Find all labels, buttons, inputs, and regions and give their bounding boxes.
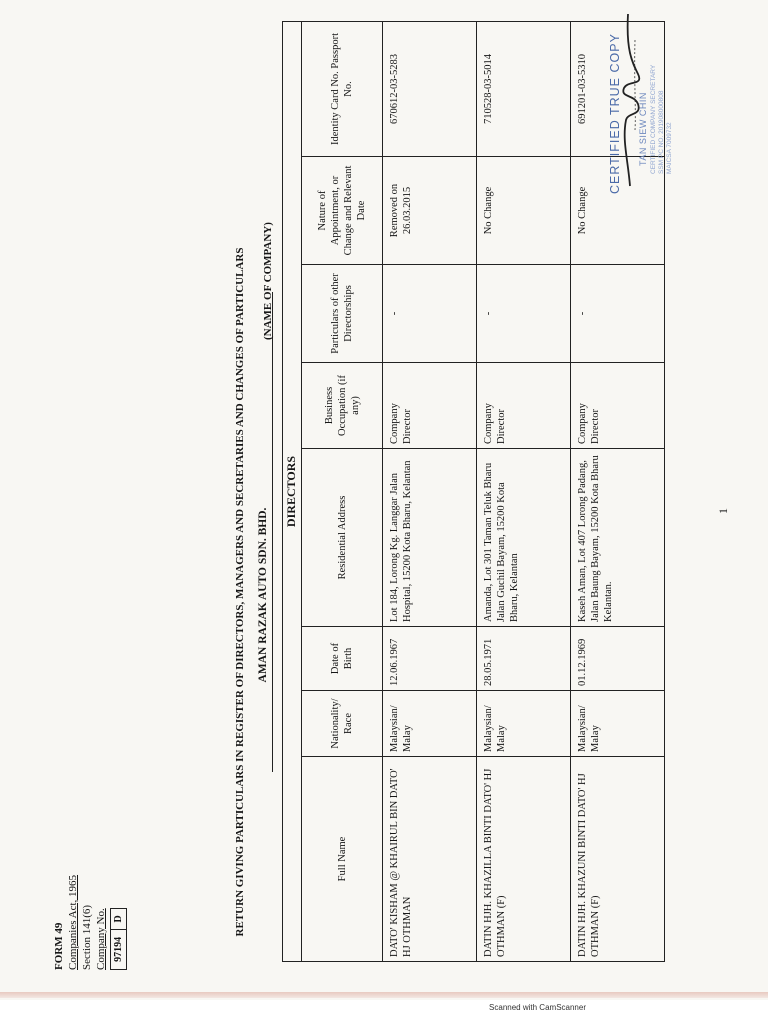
cell-other-directorships: - bbox=[383, 265, 477, 363]
cell-nationality: Malaysian/ Malay bbox=[477, 691, 571, 757]
cell-other-directorships: - bbox=[477, 265, 571, 363]
cell-address: Lot 184, Lorong Kg. Langgar Jalan Hospital, 15200 Kota Bharu, Kelantan bbox=[383, 449, 477, 627]
col-address: Residential Address bbox=[302, 449, 383, 627]
cell-occupation: Company Director bbox=[383, 363, 477, 449]
cell-occupation: Company Director bbox=[571, 363, 665, 449]
stamp-line-2: CERTIFIED COMPANY SECRETARY bbox=[650, 64, 657, 174]
cell-nationality: Malaysian/ Malay bbox=[571, 691, 665, 757]
cell-nationality: Malaysian/ Malay bbox=[383, 691, 477, 757]
company-name-caption: (NAME OF COMPANY) bbox=[262, 222, 274, 340]
signature-icon bbox=[608, 10, 668, 190]
col-change: Nature of Appointment, or Change and Relevant Date bbox=[302, 157, 383, 265]
cell-full-name: DATIN HJH. KHAZILLA BINTI DATO' HJ OTHMAN (F) bbox=[477, 757, 571, 962]
table-header-row bbox=[302, 21, 383, 961]
col-nationality: Nationality/ Race bbox=[302, 691, 383, 757]
cell-ic: 670612-03-5283 bbox=[383, 21, 477, 156]
cell-change: Removed on 26.03.2015 bbox=[383, 157, 477, 265]
section-reference: Section 141(6) bbox=[81, 904, 93, 970]
cell-address: Kaseh Aman, Lot 407 Lorong Padang, Jalan Baung Bayam, 15200 Kota Bharu Kelantan. bbox=[571, 449, 665, 627]
company-name: AMAN RAZAK AUTO SDN. BHD. bbox=[257, 507, 269, 683]
cell-ic: 691201-03-5310 bbox=[571, 21, 665, 156]
cell-dob: 12.06.1967 bbox=[383, 627, 477, 691]
cell-full-name: DATO' KISHAM @ KHAIRUL BIN DATO' HJ OTHMAN bbox=[383, 757, 477, 962]
company-no-box bbox=[110, 908, 127, 970]
cell-change: No Change bbox=[571, 157, 665, 265]
col-other-directorships: Particulars of other Directorships bbox=[302, 265, 383, 363]
form-number: FORM 49 bbox=[53, 922, 65, 970]
col-ic: Identity Card No. Passport No. bbox=[302, 21, 383, 156]
cell-dob: 01.12.1969 bbox=[571, 627, 665, 691]
col-occupation: Business Occupation (if any) bbox=[302, 363, 383, 449]
scanner-watermark: Scanned with CamScanner bbox=[489, 1003, 586, 1012]
stamp-title: CERTIFIED TRUE COPY bbox=[608, 33, 622, 194]
cell-occupation: Company Director bbox=[477, 363, 571, 449]
col-full-name: Full Name bbox=[302, 757, 383, 962]
section-header-directors: DIRECTORS bbox=[283, 21, 302, 961]
cell-other-directorships: - bbox=[571, 265, 665, 363]
scanner-footer bbox=[0, 1000, 768, 1024]
cell-full-name: DATIN HJH. KHAZUNI BINTI DATO' HJ OTHMAN (F) bbox=[571, 757, 665, 962]
return-title: RETURN GIVING PARTICULARS IN REGISTER OF DIRECTORS, MANAGERS AND SECRETARIES AND CHANGES OF PARTICULARS bbox=[234, 247, 246, 937]
act-reference: Companies Act, 1965 bbox=[67, 874, 79, 970]
table-row bbox=[383, 21, 477, 961]
table-row bbox=[477, 21, 571, 961]
company-name-underline bbox=[272, 292, 273, 772]
col-dob: Date of Birth bbox=[302, 627, 383, 691]
page-number: 1 bbox=[716, 508, 730, 514]
company-no-suffix: D bbox=[113, 915, 124, 923]
cell-address: Amanda, Lot 301 Taman Teluk Bharu Jalan Guchil Bayam, 15200 Kota Bharu, Kelantan bbox=[477, 449, 571, 627]
company-no-value: 97194 bbox=[111, 929, 126, 969]
form-header-block bbox=[52, 875, 127, 970]
stamp-line-4: MAICSA 7009732 bbox=[666, 122, 673, 174]
cell-ic: 710528-03-5014 bbox=[477, 21, 571, 156]
scan-bottom-edge bbox=[0, 992, 768, 998]
company-no-label: Company No. bbox=[95, 908, 107, 970]
stamp-line-3: SSM PC NO. 201908000808 bbox=[658, 90, 665, 174]
cell-change: No Change bbox=[477, 157, 571, 265]
cell-dob: 28.05.1971 bbox=[477, 627, 571, 691]
stamp-name: TAN SIEW CHIN bbox=[638, 92, 648, 166]
